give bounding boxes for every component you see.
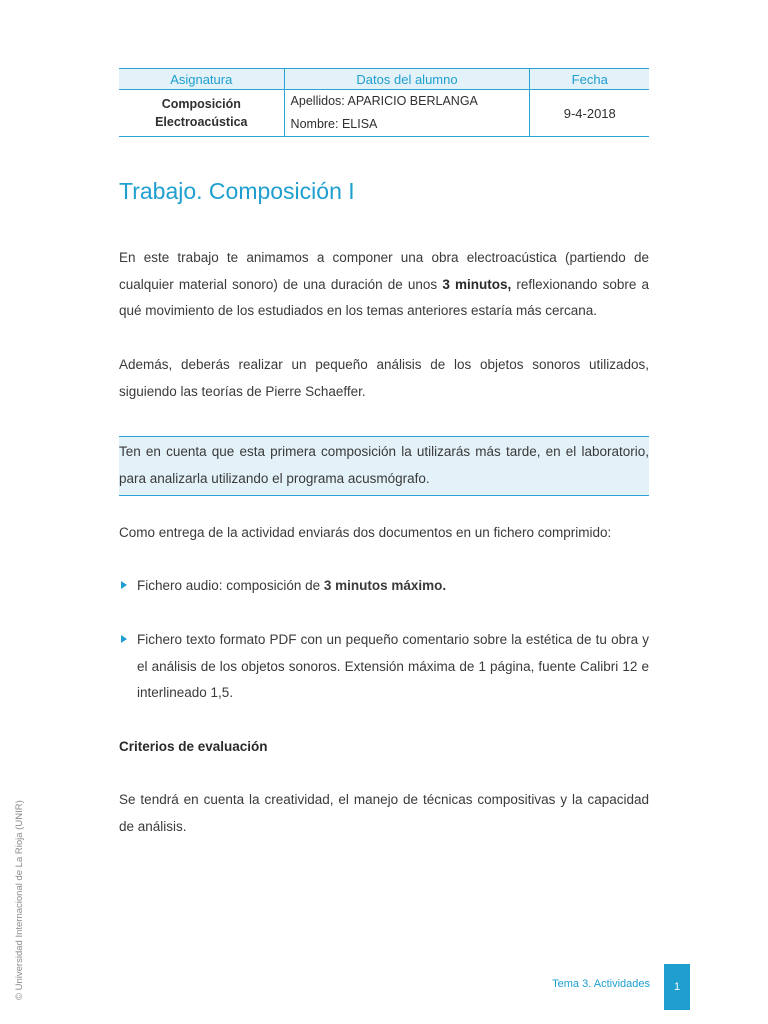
note-box bbox=[119, 436, 649, 496]
header-col-date: Fecha bbox=[530, 69, 649, 90]
list-item-pdf bbox=[119, 627, 649, 707]
subject-cell bbox=[119, 90, 284, 137]
header-col-student: Datos del alumno bbox=[284, 69, 530, 90]
list-item-audio bbox=[119, 573, 649, 600]
header-table bbox=[119, 68, 649, 137]
footer-label: Tema 3. Actividades bbox=[552, 978, 650, 990]
copyright-side-text: © Universidad Internacional de La Rioja (UNIR) bbox=[14, 800, 25, 1000]
intro-text-before: En este trabajo te animamos a componer una obra electroacústica (partiendo de cualquier material sonoro) de una duración de unos bbox=[119, 250, 649, 292]
student-surnames: Apellidos: APARICIO BERLANGA bbox=[290, 94, 478, 108]
subject-line-2: Electroacústica bbox=[155, 115, 248, 129]
student-cell bbox=[284, 90, 530, 137]
intro-text-after: reflexionando sobre a qué movimiento de los estudiados en los temas anteriores estaría más cercana. bbox=[119, 276, 649, 318]
delivery-paragraph: Como entrega de la actividad enviarás dos documentos en un fichero comprimido: bbox=[119, 525, 612, 540]
header-col-subject: Asignatura bbox=[119, 69, 284, 90]
student-name: Nombre: ELISA bbox=[290, 117, 378, 131]
pdf-text: Fichero texto formato PDF con un pequeño comentario sobre la estética de tu obra y el análisis de los objetos sonoros. Extensión máxima de 1 página, fuente Calibri 12 e interlineado 1,5. bbox=[137, 632, 649, 700]
analysis-paragraph: Además, deberás realizar un pequeño análisis de los objetos sonoros utilizados, siguiendo las teorías de Pierre Schaeffer. bbox=[119, 357, 649, 399]
bullet-arrow-icon bbox=[121, 581, 127, 589]
audio-text-before: Fichero audio: composición de bbox=[137, 578, 324, 593]
criteria-heading: Criterios de evaluación bbox=[119, 739, 268, 754]
date-cell: 9-4-2018 bbox=[530, 90, 649, 137]
intro-text-bold: 3 minutos, bbox=[442, 276, 512, 292]
audio-text-bold: 3 minutos máximo. bbox=[323, 578, 447, 593]
intro-paragraph bbox=[119, 245, 649, 325]
note-text: Ten en cuenta que esta primera composición la utilizarás más tarde, en el laboratorio, para analizarla utilizando el programa acusmógrafo. bbox=[119, 444, 649, 486]
page-number: 1 bbox=[664, 964, 690, 1010]
page-title: Trabajo. Composición I bbox=[119, 178, 355, 204]
subject-line-1: Composición bbox=[161, 97, 241, 111]
bullet-arrow-icon bbox=[121, 635, 127, 643]
criteria-paragraph: Se tendrá en cuenta la creatividad, el manejo de técnicas compositivas y la capacidad de análisis. bbox=[119, 792, 649, 834]
